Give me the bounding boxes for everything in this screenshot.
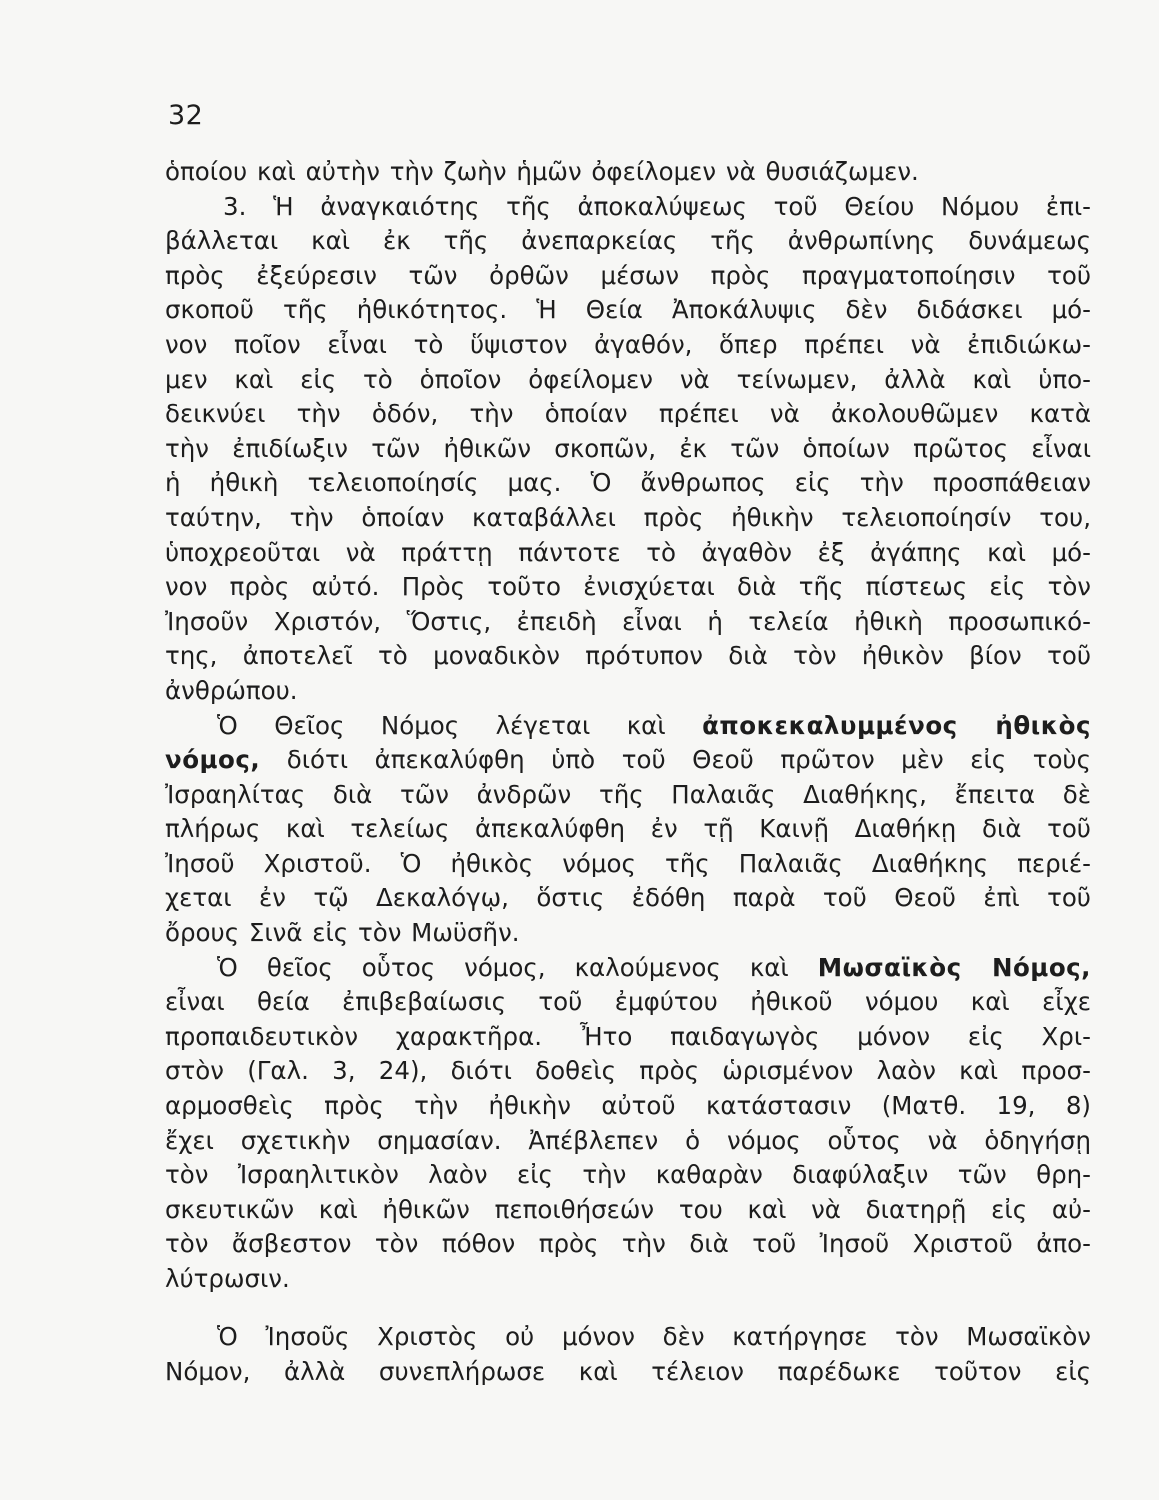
text-line — [165, 951, 1091, 986]
text-line: ὑποχρεοῦται νὰ πράττῃ πάντοτε τὸ ἀγαθὸν ἐξ ἀγάπης καὶ μό- — [165, 537, 1091, 567]
text-line: προπαιδευτικὸν χαρακτῆρα. Ἦτο παιδαγωγὸς μόνον εἰς Χρι- — [165, 1021, 1091, 1051]
text-line: τὸν ἄσβεστον τὸν πόθον πρὸς τὴν διὰ τοῦ Ἰησοῦ Χριστοῦ ἀπο- — [165, 1229, 1091, 1259]
text-line: της, ἀποτελεῖ τὸ μοναδικὸν πρότυπον διὰ τὸν ἠθικὸν βίον τοῦ — [165, 641, 1091, 671]
text-line: ὄρους Σινᾶ εἰς τὸν Μωϋσῆν. — [165, 918, 520, 948]
text-line: ταύτην, τὴν ὁποίαν καταβάλλει πρὸς ἠθικὴν τελειοποίησίν του, — [165, 502, 1091, 532]
text-line: χεται ἐν τῷ Δεκαλόγῳ, ὅστις ἐδόθη παρὰ τοῦ Θεοῦ ἐπὶ τοῦ — [165, 883, 1091, 913]
text-line: Ἰησοῦ Χριστοῦ. Ὁ ἠθικὸς νόμος τῆς Παλαιᾶς Διαθήκης περιέ- — [165, 848, 1091, 878]
text-line: Ὁ Ἰησοῦς Χριστὸς οὐ μόνον δὲν κατήργησε τὸν Μωσαϊκὸν — [217, 1322, 1091, 1351]
text-line: πρὸς ἐξεύρεσιν τῶν ὀρθῶν μέσων πρὸς πραγματοποίησιν τοῦ — [165, 260, 1091, 290]
bold-term: Μωσαϊκὸς Νόμος, — [817, 952, 1091, 982]
text-run: Ὁ Θεῖος Νόμος λέγεται καὶ — [217, 710, 666, 740]
body-text-continued — [165, 1320, 1091, 1389]
text-line: εἶναι θεία ἐπιβεβαίωσις τοῦ ἐμφύτου ἠθικοῦ νόμου καὶ εἶχε — [165, 987, 1091, 1017]
text-line — [165, 709, 1091, 744]
text-line — [165, 743, 1091, 778]
text-line: δεικνύει τὴν ὁδόν, τὴν ὁποίαν πρέπει νὰ ἀκολουθῶμεν κατὰ — [165, 399, 1091, 429]
text-line: 3. Ἡ ἀναγκαιότης τῆς ἀποκαλύψεως τοῦ Θείου Νόμου ἐπι- — [223, 191, 1091, 221]
text-line: σκευτικῶν καὶ ἠθικῶν πεποιθήσεών του καὶ νὰ διατηρῇ εἰς αὐ- — [165, 1194, 1091, 1224]
text-line: ὁποίου καὶ αὐτὴν τὴν ζωὴν ἡμῶν ὀφείλομεν νὰ θυσιάζωμεν. — [165, 157, 919, 186]
text-line: τὸν Ἰσραηλιτικὸν λαὸν εἰς τὴν καθαρὰν διαφύλαξιν τῶν θρη- — [165, 1160, 1091, 1190]
text-line: ἡ ἠθικὴ τελειοποίησίς μας. Ὁ ἄνθρωπος εἰς τὴν προσπάθειαν — [165, 468, 1091, 498]
text-line: πλήρως καὶ τελείως ἀπεκαλύφθη ἐν τῇ Καινῇ Διαθήκῃ διὰ τοῦ — [165, 814, 1091, 844]
text-line: Ἰσραηλίτας διὰ τῶν ἀνδρῶν τῆς Παλαιᾶς Διαθήκης, ἔπειτα δὲ — [165, 779, 1091, 809]
text-line: αρμοσθεὶς πρὸς τὴν ἠθικὴν αὐτοῦ κατάστασιν (Ματθ. 19, 8) — [165, 1091, 1091, 1121]
text-line: ἀνθρώπου. — [165, 675, 298, 705]
text-line: λύτρωσιν. — [165, 1264, 290, 1293]
text-line: Ἰησοῦν Χριστόν, Ὅστις, ἐπειδὴ εἶναι ἡ τελεία ἠθικὴ προσωπικό- — [165, 606, 1091, 636]
body-text — [165, 155, 1091, 1297]
text-line: στὸν (Γαλ. 3, 24), διότι δοθεὶς πρὸς ὡρισμένον λαὸν καὶ προσ- — [165, 1056, 1091, 1086]
text-run: διότι ἀπεκαλύφθη ὑπὸ τοῦ Θεοῦ πρῶτον μὲν εἰς τοὺς — [286, 745, 1091, 775]
text-run: Ὁ θεῖος οὗτος νόμος, καλούμενος καὶ — [217, 952, 789, 982]
text-line: μεν καὶ εἰς τὸ ὁποῖον ὀφείλομεν νὰ τείνωμεν, ἀλλὰ καὶ ὑπο- — [165, 364, 1091, 394]
text-line: νον ποῖον εἶναι τὸ ὕψιστον ἀγαθόν, ὅπερ πρέπει νὰ ἐπιδιώκω- — [165, 329, 1091, 359]
bold-term: ἀποκεκαλυμμένος ἠθικὸς — [702, 710, 1091, 740]
text-line: ἔχει σχετικὴν σημασίαν. Ἀπέβλεπεν ὁ νόμος οὗτος νὰ ὁδηγήσῃ — [165, 1125, 1091, 1155]
text-line: νον πρὸς αὐτό. Πρὸς τοῦτο ἐνισχύεται διὰ τῆς πίστεως εἰς τὸν — [165, 572, 1091, 602]
page-number: 32 — [168, 100, 204, 131]
text-line: Νόμον, ἀλλὰ συνεπλήρωσε καὶ τέλειον παρέδωκε τοῦτον εἰς — [165, 1356, 1091, 1386]
bold-term: νόμος, — [165, 745, 261, 775]
text-line: βάλλεται καὶ ἐκ τῆς ἀνεπαρκείας τῆς ἀνθρωπίνης δυνάμεως — [165, 226, 1091, 256]
text-line: τὴν ἐπιδίωξιν τῶν ἠθικῶν σκοπῶν, ἐκ τῶν ὁποίων πρῶτος εἶναι — [165, 433, 1091, 463]
text-line: σκοποῦ τῆς ἠθικότητος. Ἡ Θεία Ἀποκάλυψις δὲν διδάσκει μό- — [165, 295, 1091, 325]
